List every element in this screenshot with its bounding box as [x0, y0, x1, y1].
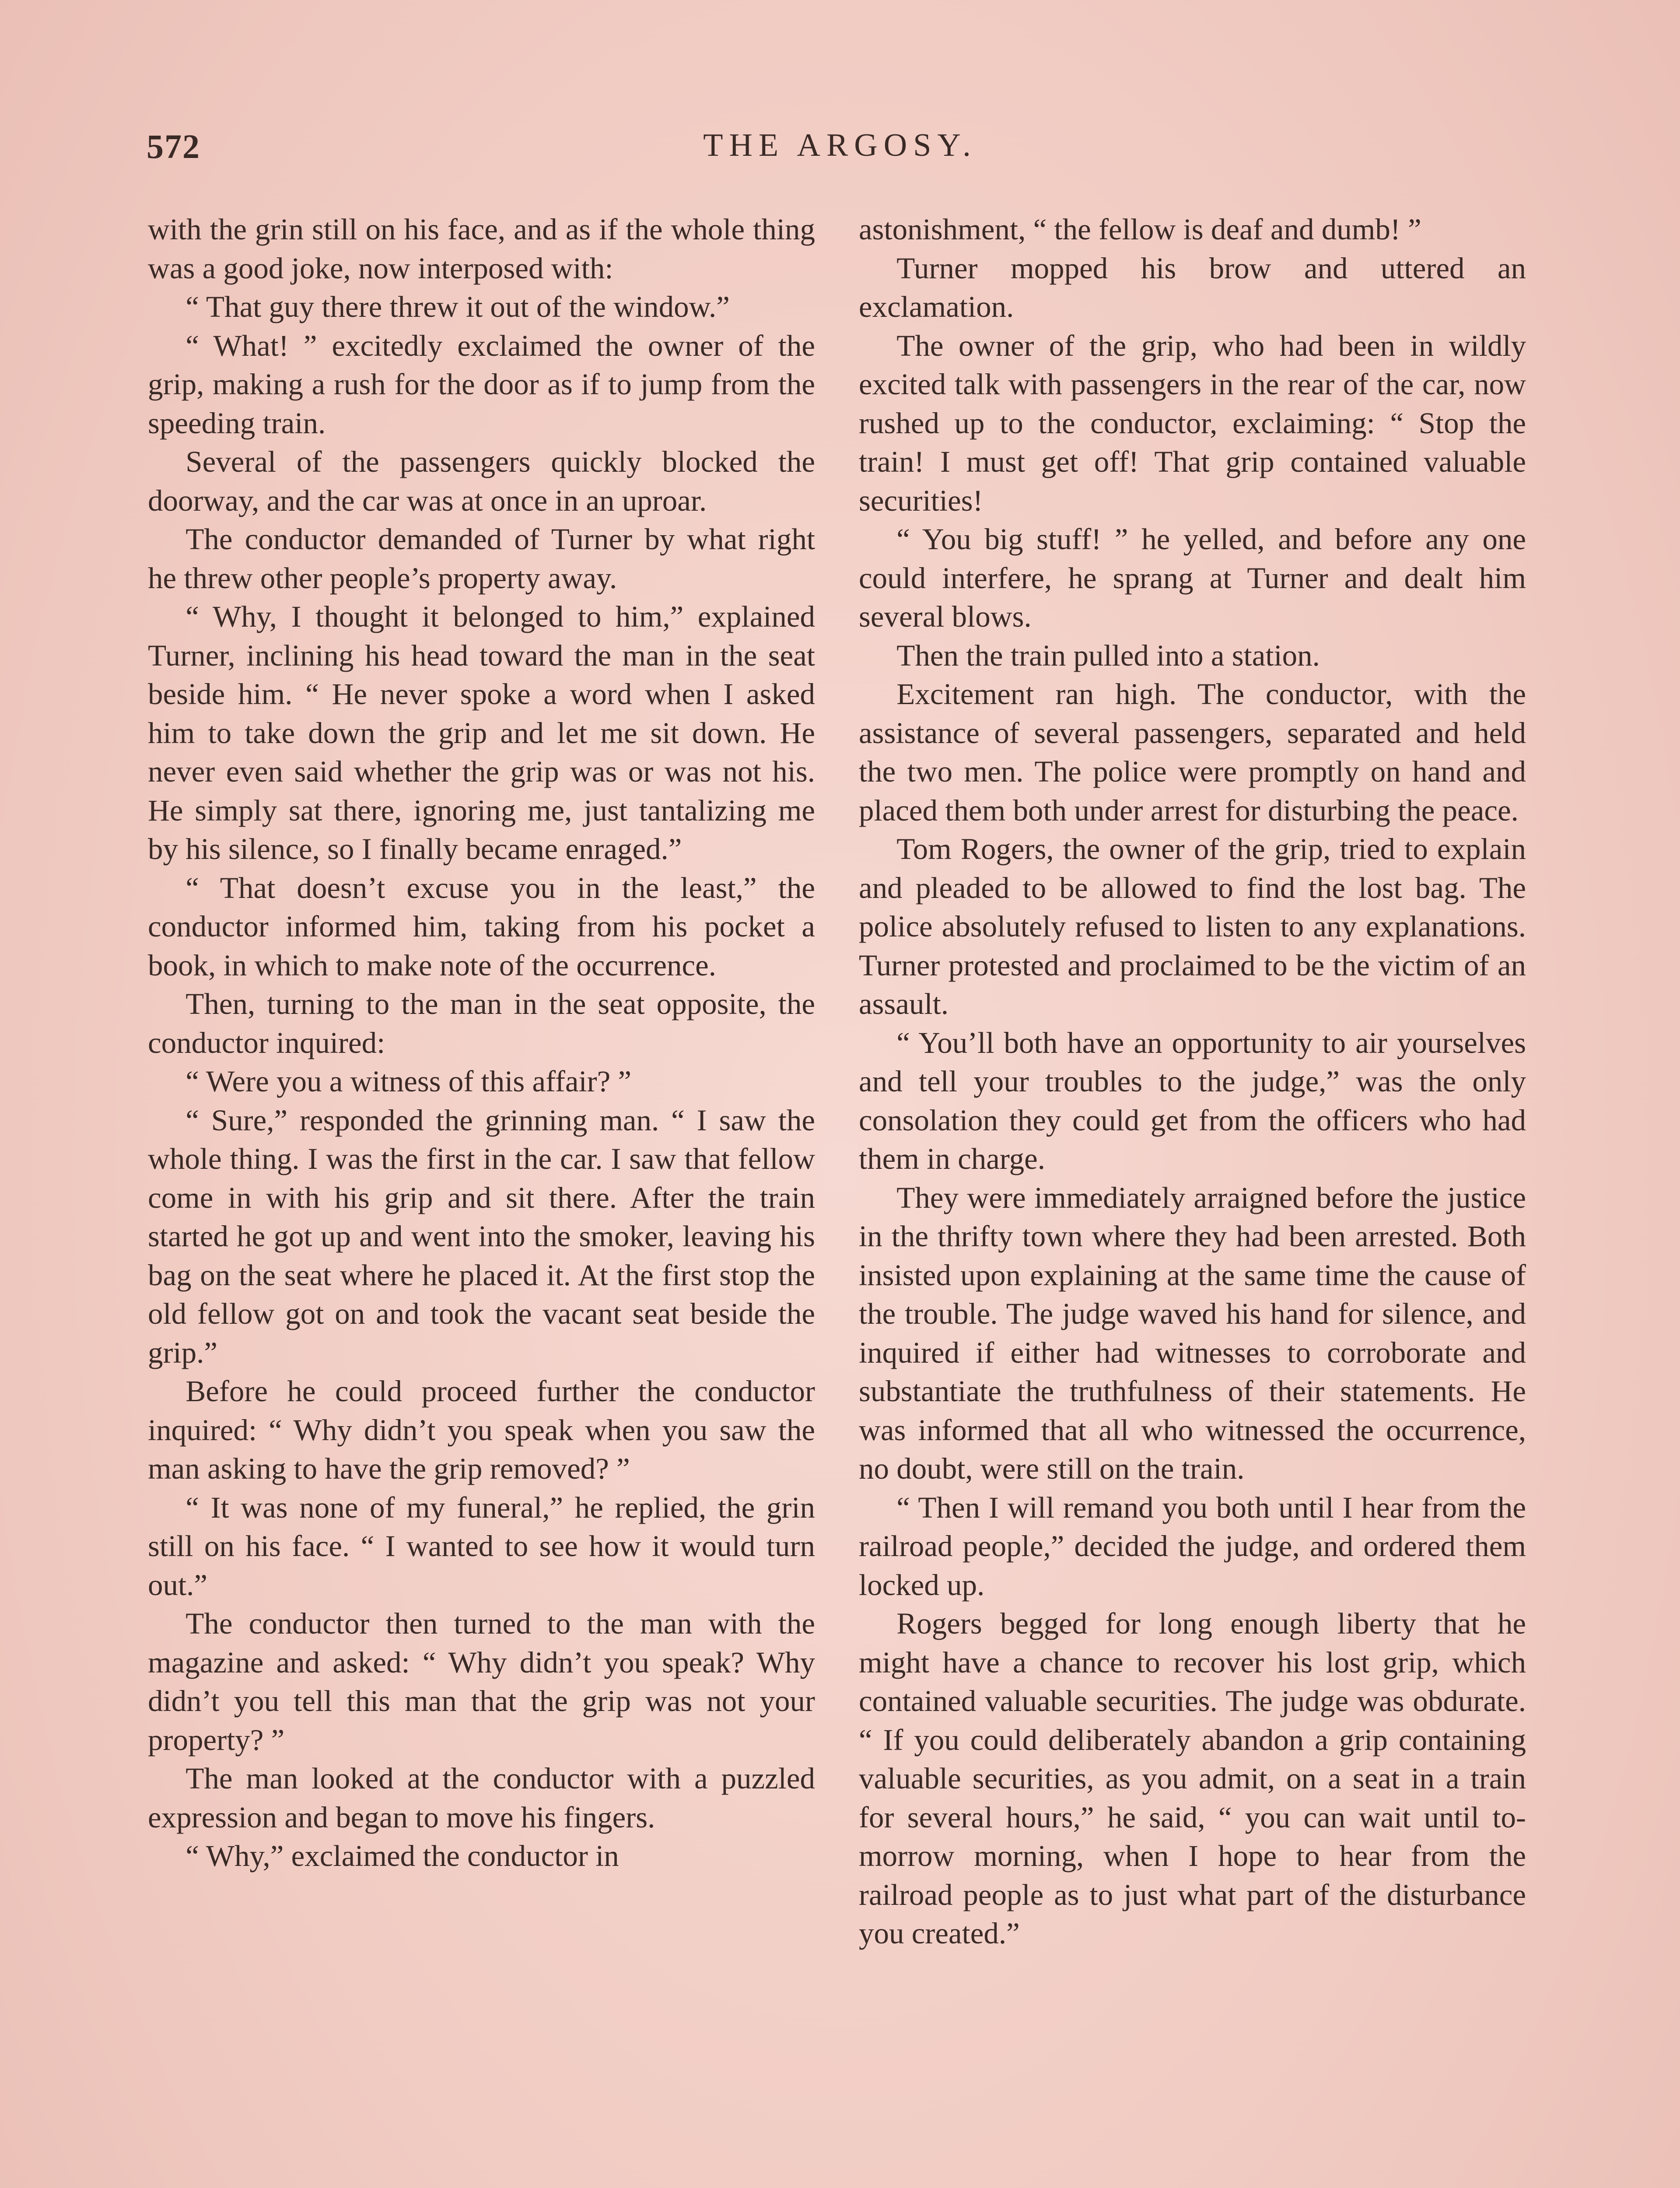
running-head: THE ARGOSY.	[703, 127, 977, 163]
left-column	[148, 210, 815, 1876]
paragraph: The man looked at the conductor with a puzzled expression and began to move his fingers.	[148, 1762, 815, 1834]
paragraph: with the grin still on his face, and as if the whole thing was a good joke, now interposed with:	[148, 213, 815, 285]
paragraph: The owner of the grip, who had been in wildly excited talk with passengers in the rear of the car, now rushed up to the conductor, exclaiming: “ Stop the train! I must get off! That grip contained valuable securities!	[859, 329, 1526, 517]
paragraph: “ You’ll both have an opportunity to air yourselves and tell your troubles to the judge,” was the only consolation they could get from the officers who had them in charge.	[859, 1026, 1526, 1175]
paragraph: The conductor demanded of Turner by what right he threw other people’s property away.	[148, 522, 815, 595]
paragraph: “ You big stuff! ” he yelled, and before any one could interfere, he sprang at Turner and dealt him several blows.	[859, 522, 1526, 633]
paragraph: Tom Rogers, the owner of the grip, tried to explain and pleaded to be allowed to find the lost bag. The police absolutely refused to listen to any explanations. Turner protested and proclaimed to be the victim of an assault.	[859, 832, 1526, 1020]
paragraph: astonishment, “ the fellow is deaf and dumb! ”	[859, 213, 1421, 246]
paragraph: Then the train pulled into a station.	[896, 638, 1320, 672]
paragraph: Several of the passengers quickly blocked the doorway, and the car was at once in an uproar.	[148, 445, 815, 517]
paragraph: “ That doesn’t excuse you in the least,” the conductor informed him, taking from his pocket a book, in which to make note of the occurrence.	[148, 871, 815, 982]
page-number: 572	[147, 127, 200, 165]
paragraph: The conductor then turned to the man with the magazine and asked: “ Why didn’t you speak? Why didn’t you tell this man that the grip was not your property? ”	[148, 1607, 815, 1757]
paragraph: Then, turning to the man in the seat opposite, the conductor inquired:	[148, 987, 815, 1059]
paragraph: “ Were you a witness of this affair? ”	[186, 1065, 632, 1098]
paragraph: They were immediately arraigned before the justice in the thrifty town where they had been arrested. Both insisted upon explaining at the same time the cause of the trouble. The judge waved his hand for silence, and inquired if either had witnesses to corroborate and substantiate the truthfulness of their statements. He was informed that all who witnessed the occurrence, no doubt, were still on the train.	[859, 1181, 1526, 1485]
paragraph: Turner mopped his brow and uttered an exclamation.	[859, 251, 1526, 323]
paragraph: “ That guy there threw it out of the window.”	[186, 290, 730, 323]
paragraph: “ It was none of my funeral,” he replied, the grin still on his face. “ I wanted to see how it would turn out.”	[148, 1490, 815, 1602]
paragraph: “ Why,” exclaimed the conductor in	[186, 1839, 619, 1872]
paragraph: Rogers begged for long enough liberty that he might have a chance to recover his lost grip, which contained valuable securities. The judge was obdurate. “ If you could deliberately abandon a grip containing valuable securities, as you admit, on a seat in a train for several hours,” he said, “ you can wait until to-morrow morning, when I hope to hear from the railroad people as to just what part of the disturbance you created.”	[859, 1607, 1526, 1950]
paragraph: “ Then I will remand you both until I hear from the railroad people,” decided the judge, and ordered them locked up.	[859, 1490, 1526, 1602]
paragraph: Excitement ran high. The conductor, with the assistance of several passengers, separated and held the two men. The police were promptly on hand and placed them both under arrest for disturbing the peace.	[859, 677, 1526, 827]
paragraph: “ Why, I thought it belonged to him,” explained Turner, inclining his head toward the man in the seat beside him. “ He never spoke a word when I asked him to take down the grip and let me sit down. He never even said whether the grip was or was not his. He simply sat there, ignoring me, just tantalizing me by his silence, so I finally became enraged.”	[148, 600, 815, 866]
paragraph: “ What! ” excitedly exclaimed the owner of the grip, making a rush for the door as if to jump from the speeding train.	[148, 329, 815, 440]
page-header	[147, 127, 1533, 175]
paragraph: Before he could proceed further the conductor inquired: “ Why didn’t you speak when you saw the man asking to have the grip removed? ”	[148, 1375, 815, 1485]
paragraph: “ Sure,” responded the grinning man. “ I saw the whole thing. I was the first in the car. I saw that fellow come in with his grip and sit there. After the train started he got up and went into the smoker, leaving his bag on the seat where he placed it. At the first stop the old fellow got on and took the vacant seat beside the grip.”	[148, 1103, 815, 1369]
right-column	[859, 210, 1526, 1953]
